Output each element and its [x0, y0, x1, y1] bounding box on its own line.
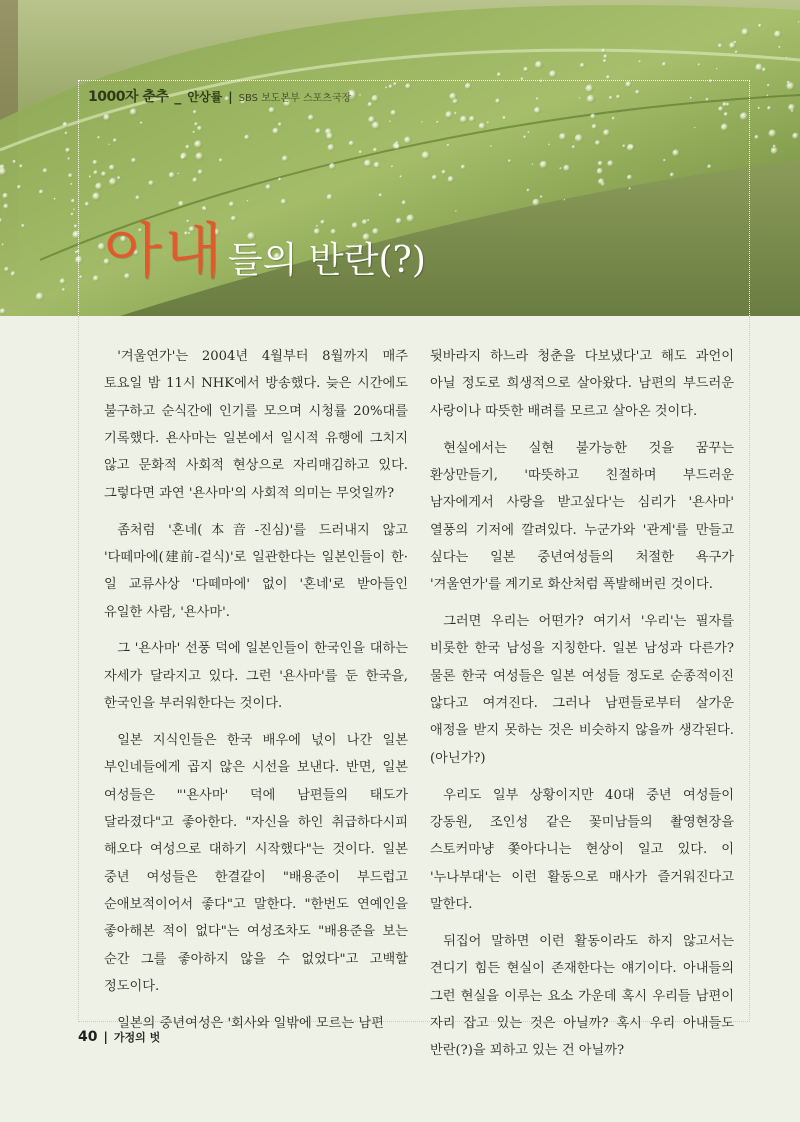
dew-drop — [60, 278, 66, 284]
dew-drop — [540, 80, 543, 83]
dew-drop — [404, 137, 412, 145]
dew-drop — [327, 194, 334, 201]
dew-drop — [460, 116, 468, 124]
dew-drop — [755, 64, 763, 72]
dew-drop — [729, 42, 736, 49]
dew-drop — [639, 60, 642, 63]
dew-drop — [580, 63, 585, 68]
dew-drop — [559, 167, 562, 170]
dew-drop — [131, 158, 136, 163]
dew-drop — [549, 70, 557, 78]
dew-drop — [709, 79, 713, 83]
dew-drop — [76, 250, 80, 254]
dew-drop — [707, 164, 712, 169]
dew-drop — [572, 145, 576, 149]
dew-drop — [3, 204, 9, 210]
dew-drop — [758, 24, 762, 28]
dew-drop — [359, 150, 363, 154]
dew-drop — [19, 164, 23, 168]
dew-drop — [21, 224, 25, 228]
magazine-name: 가정의 벗 — [113, 1031, 161, 1044]
dew-drop — [592, 124, 598, 130]
dew-drop — [521, 77, 525, 81]
dew-drop — [244, 135, 250, 141]
dew-drop — [89, 175, 92, 178]
dew-drop — [278, 122, 282, 126]
dew-drop — [97, 136, 100, 139]
dew-drop — [534, 107, 541, 114]
dew-drop — [272, 128, 279, 135]
dew-drop — [400, 175, 403, 178]
dew-drop — [563, 165, 570, 172]
dew-drop — [422, 151, 431, 160]
dew-drop — [771, 147, 779, 155]
dew-drop — [0, 308, 6, 314]
dew-drop — [487, 121, 490, 124]
paragraph: 뒷바라지 하느라 청춘을 다보냈다'고 해도 과언이 아닐 정도로 희생적으로 살아왔다. 남편의 부드러운 사랑이나 따뜻한 배려를 모르고 살아온 것이다. — [430, 349, 734, 419]
dew-drop — [349, 141, 355, 147]
dew-drop — [735, 51, 738, 54]
dew-drop — [328, 144, 336, 152]
dew-drop — [421, 121, 423, 123]
dew-drop — [698, 63, 701, 66]
dew-drop — [601, 49, 605, 53]
dew-drop — [706, 98, 710, 102]
dew-drop — [536, 97, 539, 100]
dew-drop — [740, 112, 749, 121]
dew-drop — [726, 103, 730, 107]
dew-drop — [93, 160, 98, 165]
dew-drop — [74, 224, 78, 228]
dew-drop — [579, 97, 581, 99]
dew-drop — [629, 187, 632, 190]
dew-drop — [79, 275, 83, 279]
paragraph: 일본의 중년여성은 '회사와 일밖에 모르는 남편 — [117, 1015, 384, 1031]
dew-drop — [75, 256, 83, 264]
dew-drop — [11, 274, 13, 276]
header-separator: _ — [174, 89, 182, 105]
dew-drop — [372, 95, 380, 103]
dew-drop — [603, 54, 608, 59]
header-divider: | — [228, 90, 233, 104]
dew-drop — [308, 115, 315, 122]
dew-drop — [523, 135, 526, 138]
paragraph: 좀처럼 '혼네(本音-진심)'를 드러내지 않고 '다떼마에(建前-겉식)'로 일관한다는 일본인들이 한·일 교류사상 '다떼마에' 없이 '혼네'로 받아들인 유일한 사람, '욘사마'. — [104, 522, 408, 620]
dew-drop — [359, 94, 361, 96]
dew-drop — [194, 140, 203, 149]
dew-drop — [502, 116, 506, 120]
page-number: 40 — [78, 1029, 98, 1045]
dew-drop — [607, 160, 614, 167]
dew-drop — [778, 46, 781, 49]
dew-drop — [197, 126, 202, 131]
dew-drop — [391, 165, 394, 168]
dew-drop — [72, 231, 81, 240]
dew-drop — [389, 84, 393, 88]
dew-drop — [278, 178, 282, 182]
dew-drop — [395, 144, 401, 150]
dew-drop — [540, 195, 543, 198]
dew-drop — [198, 169, 204, 175]
dew-drop — [445, 111, 453, 119]
dew-drop — [461, 165, 466, 170]
dew-drop — [540, 161, 548, 169]
dew-drop — [130, 108, 138, 116]
dew-drop — [627, 175, 633, 181]
dew-drop — [627, 144, 635, 152]
dew-drop — [449, 93, 457, 101]
dew-drop — [391, 110, 397, 116]
dew-drop — [315, 128, 321, 134]
dew-drop — [372, 121, 381, 130]
dew-drop — [113, 138, 117, 142]
dew-drop — [597, 168, 604, 175]
dew-drop — [690, 97, 693, 100]
dew-drop — [792, 133, 799, 140]
dew-drop — [754, 135, 759, 140]
dew-drop — [65, 148, 70, 153]
dew-drop — [479, 123, 486, 130]
dew-drop — [786, 57, 788, 59]
dew-drop — [39, 189, 44, 194]
paragraph: 그 '욘사마' 선풍 덕에 일본인들이 한국인을 대하는 자세가 달라지고 있다. 그런 '욘사마'를 둔 한국을, 한국인을 부러워한다는 것이다. — [104, 641, 408, 712]
dew-drop — [109, 178, 117, 186]
dew-drop — [193, 110, 197, 114]
dew-drop — [758, 107, 761, 110]
dew-drop — [612, 117, 616, 121]
dew-drop — [672, 149, 680, 157]
dew-drop — [282, 155, 289, 162]
dew-drop — [95, 183, 103, 191]
paragraph: 뒤집어 말하면 이런 활동이라도 하지 않고서는 견디기 힘든 현실이 존재한다는 얘기이다. 아내들의 그런 현실을 이루는 요소 가운데 혹시 우리들 남편이 자리 잡고 있는 것은 아닐까? 혹시 우리 아내들도 반란(?)을 꾀하고 있는 건 아닐까? — [430, 933, 734, 1059]
dew-drop — [389, 120, 391, 122]
article-title — [104, 204, 426, 290]
dew-drop — [196, 152, 204, 160]
dew-drop — [548, 144, 550, 146]
dew-drop — [140, 121, 143, 124]
dew-drop — [490, 145, 492, 147]
dew-drop — [635, 90, 640, 95]
dew-drop — [535, 61, 543, 69]
dew-drop — [178, 173, 180, 175]
dew-drop — [63, 122, 69, 128]
dew-drop — [721, 124, 729, 132]
series-name: 1000자 춘추 — [88, 89, 169, 105]
dew-drop — [508, 159, 511, 162]
dew-drop — [62, 288, 66, 292]
dew-drop — [266, 184, 272, 190]
dew-drop — [724, 112, 729, 117]
dew-drop — [670, 173, 675, 178]
dew-drop — [773, 145, 777, 149]
dew-drop — [447, 144, 450, 147]
dew-drop — [742, 28, 750, 36]
dew-drop — [194, 122, 198, 126]
dew-drop — [609, 96, 613, 100]
dew-drop — [767, 106, 771, 110]
dew-drop — [767, 84, 770, 87]
dew-drop — [148, 180, 154, 186]
dew-drop — [43, 168, 48, 173]
dew-drop — [93, 170, 98, 175]
dew-drop — [103, 114, 110, 121]
dew-drop — [117, 176, 121, 180]
dew-drop — [269, 107, 276, 114]
body-column-right — [430, 343, 734, 1065]
dew-drop — [564, 199, 566, 201]
dew-drop — [3, 193, 9, 199]
paragraph: '겨울연가'는 2004년 4월부터 8월까지 매주 토요일 밤 11시 NHK에서 방송했다. 늦은 시간에도 불구하고 순식간에 인기를 모으며 시청률 20%대를 기록했다. 욘사마는 일본에서 일시적 유행에 그치지 않고 문화적 사회적 현상으로 자리매김하고 있다. 그렇다면 과연 '욘사마'의 사회적 의미는 무엇일까? — [104, 349, 408, 501]
dew-drop — [67, 157, 70, 160]
dew-drop — [374, 162, 381, 169]
dew-drop — [17, 185, 22, 190]
dew-drop — [448, 176, 455, 183]
body-column-left — [104, 343, 408, 1037]
dew-drop — [92, 192, 101, 201]
dew-drop — [436, 121, 439, 124]
dew-drop — [622, 144, 625, 147]
paragraph: 일본 지식인들은 한국 배우에 넋이 나간 일본 부인네들에게 곱지 않은 시선을 보낸다. 반면, 일본 여성들은 "'욘사마' 덕에 남편들의 태도가 달라졌다"고 좋아한다. "자신을 하인 취급하다시피 해오다 여성으로 대하기 시작했다"는 것이다. 일본 중년 여성들은 한결같이 "배용준이 부드럽고 순애보적이어서 좋다"고 말한다. "한번도 연예인을 좋아해본 적이 없다"는 여성조차도 "배용준을 보는 순간 그를 좋아하지 않을 수 없었다"고 고백할 정도이다. — [104, 732, 408, 995]
dew-drop — [13, 160, 17, 164]
author-position: SBS 보도본부 스포츠국장 — [238, 93, 352, 104]
dew-drop — [85, 202, 90, 207]
dew-drop — [598, 178, 605, 185]
dew-drop — [662, 62, 666, 66]
page-footer — [78, 1029, 160, 1047]
dew-drop — [774, 31, 782, 39]
dew-drop — [716, 68, 718, 70]
dew-drop — [4, 267, 9, 272]
dew-drop — [68, 173, 73, 178]
dew-drop — [786, 82, 795, 91]
dew-drop — [73, 208, 75, 210]
dew-drop — [169, 172, 176, 179]
dew-drop — [718, 106, 724, 112]
dew-drop — [455, 210, 457, 212]
dew-drop — [36, 292, 45, 301]
title-rest: 들의 반란(?) — [227, 240, 426, 281]
dew-drop — [532, 163, 534, 165]
dew-drop — [469, 116, 475, 122]
dew-drop — [2, 243, 5, 246]
author-name: 안상률 — [187, 90, 223, 104]
dew-drop — [575, 134, 584, 143]
dew-drop — [590, 114, 596, 120]
dew-drop — [71, 213, 75, 217]
dew-drop — [326, 132, 334, 140]
dew-drop — [465, 83, 472, 90]
dew-drop — [625, 81, 632, 88]
title-main: 아내 — [104, 217, 224, 287]
dew-drop — [364, 160, 372, 168]
dew-drop — [135, 195, 140, 200]
dew-drop — [65, 132, 68, 135]
dew-drop — [109, 165, 115, 171]
dew-drop — [181, 155, 186, 160]
paragraph: 현실에서는 실현 불가능한 것을 꿈꾸는 환상만들기, '따뜻하고 친절하며 부드러운 남자에게서 사랑을 받고싶다'는 심리가 '욘사마' 열풍의 기저에 깔려있다. 누군가와 '관계'를 만들고 싶다는 일본 중년여성들의 처절한 욕구가 '겨울연가'를 계기로 화산처럼 폭발해버린 것이다. — [430, 440, 734, 593]
dew-drop — [193, 131, 196, 134]
dew-drop — [532, 199, 540, 207]
dew-drop — [219, 158, 223, 162]
dew-drop — [587, 95, 596, 104]
dew-drop — [70, 183, 73, 186]
dew-drop — [791, 110, 794, 113]
dew-drop — [108, 144, 110, 146]
dew-drop — [379, 193, 383, 197]
dew-drop — [694, 127, 696, 129]
dew-drop — [527, 131, 530, 134]
dew-drop — [497, 72, 502, 77]
dew-drop — [442, 170, 447, 175]
dew-drop — [606, 75, 610, 79]
dew-drop — [101, 171, 107, 177]
dew-drop — [616, 95, 620, 99]
paragraph: 우리도 일부 상황이지만 40대 중년 여성들이 강동원, 조인성 같은 꽃미남들의 촬영현장을 스토커마냥 쫓아다니는 현상이 일고 있다. 이 '누나부대'는 이런 활동으로 매사가 즐거워진다고 말한다. — [430, 787, 734, 913]
dew-drop — [495, 98, 500, 103]
dew-drop — [385, 86, 388, 89]
dew-drop — [454, 112, 457, 115]
dew-drop — [432, 175, 438, 181]
dew-drop — [368, 102, 373, 107]
dew-drop — [247, 200, 249, 202]
dew-drop — [192, 177, 198, 183]
dew-drop — [559, 133, 567, 141]
dew-drop — [718, 43, 723, 48]
dew-drop — [523, 67, 528, 72]
dew-drop — [767, 94, 769, 96]
dew-drop — [93, 275, 100, 282]
dew-drop — [603, 59, 607, 63]
footer-divider: | — [103, 1030, 108, 1044]
paragraph: 그러면 우리는 어떤가? 여기서 '우리'는 필자를 비롯한 한국 남성을 지칭한다. 일본 남성과 다른가? 물론 한국 여성들은 일본 여성들 정도로 순종적이진 않다고 여겨진다. 그러나 남편들로부터 살가운 애정을 받지 못하는 것은 비슷하지 않을까 생각된다.(아닌가?) — [430, 614, 734, 766]
dew-drop — [769, 129, 778, 138]
dew-drop — [586, 84, 595, 93]
dew-drop — [393, 82, 397, 86]
dew-drop — [603, 129, 610, 136]
dew-drop — [598, 161, 604, 167]
dew-drop — [595, 140, 601, 146]
dew-drop — [329, 163, 336, 170]
dew-drop — [405, 83, 411, 89]
dew-drop — [185, 145, 190, 150]
dew-drop — [527, 189, 531, 193]
dew-drop — [71, 199, 76, 204]
column-header — [88, 86, 351, 104]
dew-drop — [663, 159, 666, 162]
dew-drop — [54, 198, 57, 201]
dew-drop — [373, 148, 378, 153]
